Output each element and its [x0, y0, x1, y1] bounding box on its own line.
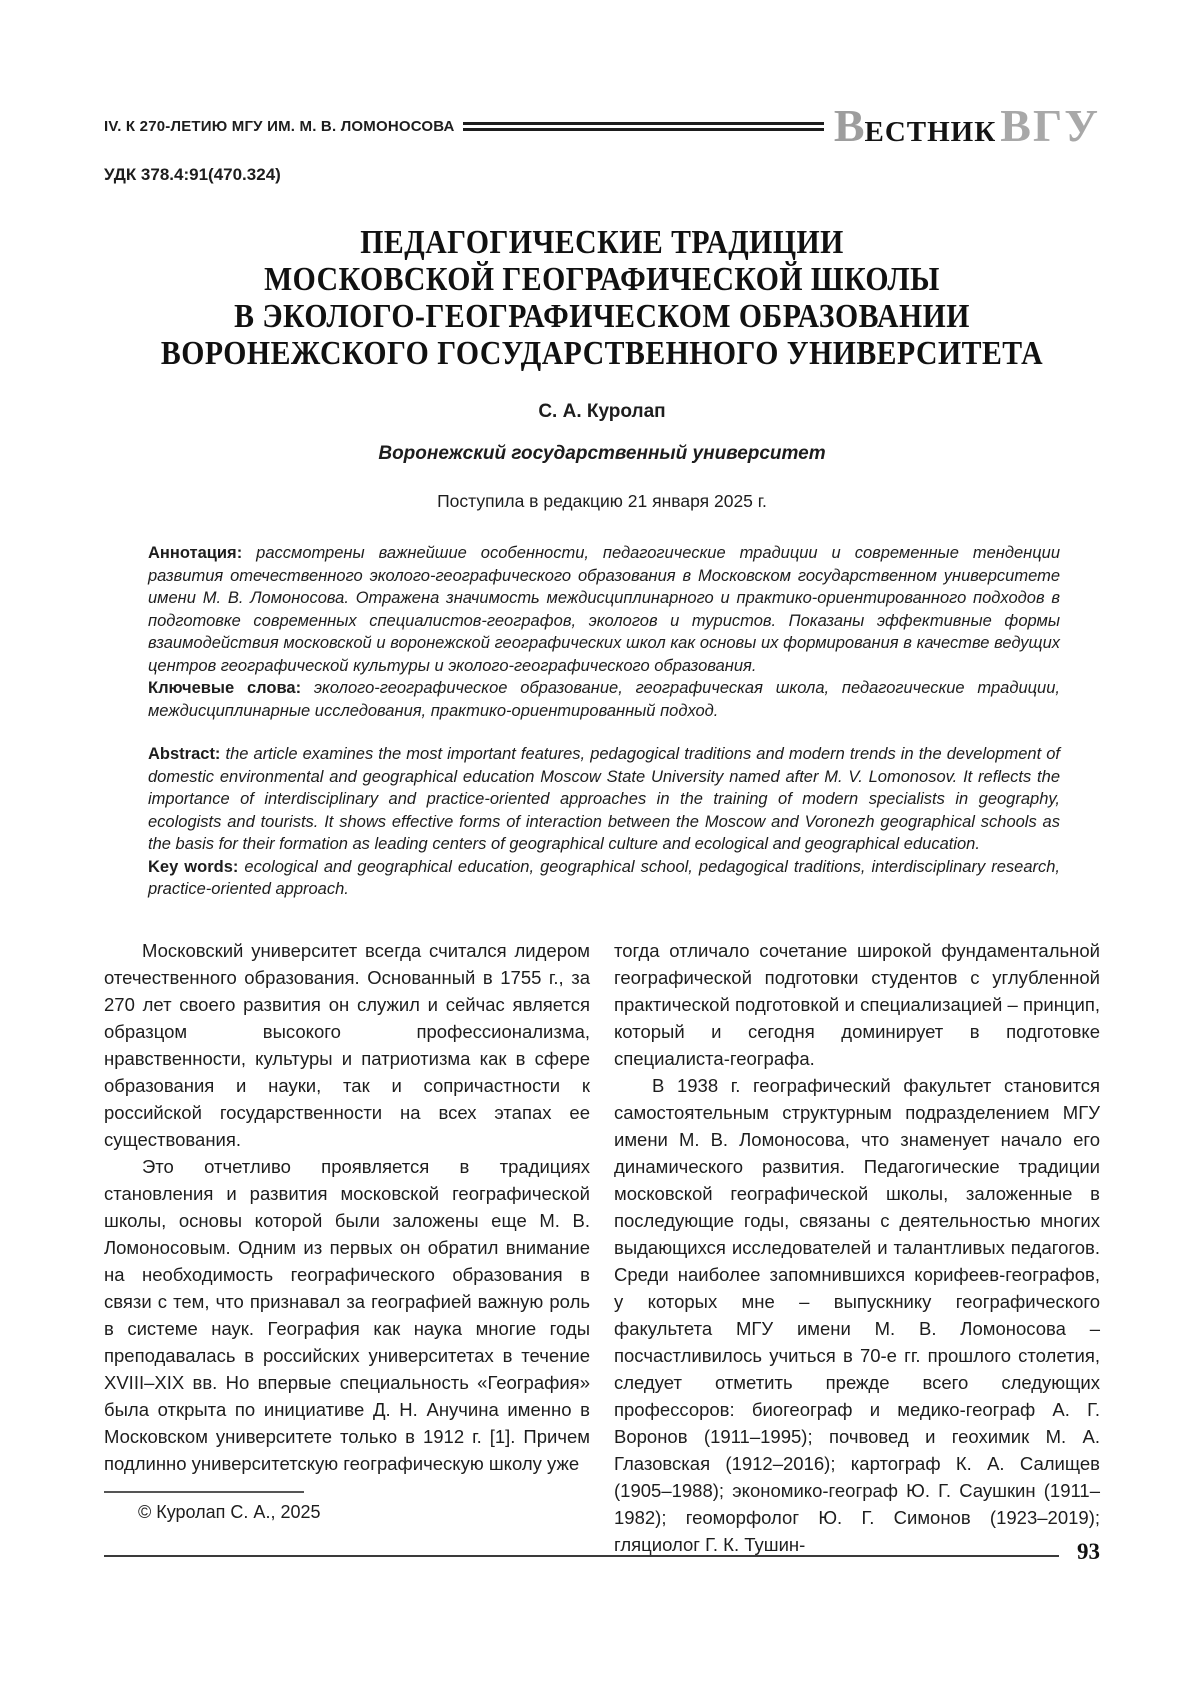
running-head — [104, 100, 1100, 151]
abstract-paragraph — [148, 743, 1060, 856]
footnote-rule — [104, 1491, 304, 1493]
spacer — [148, 722, 1060, 743]
body-paragraph: Московский университет всегда считался лидером отечественного образования. Основанный в 1755 г., за 270 лет своего развития он служил и сейчас является образцом высокого профессионализма, нравственности, культуры и патриотизма как в сфере образования и науки, так и сопричастности к российской государственности на всех этапах ее существования. — [104, 939, 590, 1150]
left-column — [104, 937, 590, 1558]
page-footer — [104, 1539, 1100, 1569]
body-columns — [104, 937, 1100, 1558]
received-date: Поступила в редакцию 21 января 2025 г. — [437, 491, 767, 511]
logo-initial: В — [833, 100, 865, 151]
abstract-label: Abstract: — [148, 745, 221, 763]
abstract-block — [148, 542, 1060, 901]
keywords-ru-text: эколого-географическое образование, географическая школа, педагогические традиции, междисциплинарные исследования, практико-ориентированный подход. — [148, 679, 1060, 720]
keywords-en-label: Key words: — [148, 857, 239, 876]
body-paragraph: тогда отличало сочетание широкой фундаментальной географической подготовки студентов с углубленной практической подготовкой и специализацией – принцип, который и сегодня доминирует в подготовке специалиста-географа. — [614, 939, 1100, 1069]
journal-logo — [833, 100, 1100, 151]
title-line: В ЭКОЛОГО-ГЕОГРАФИЧЕСКОМ ОБРАЗОВАНИИ — [234, 296, 970, 335]
annotation-label: Аннотация: — [148, 544, 243, 562]
section-label: IV. К 270-ЛЕТИЮ МГУ ИМ. М. В. ЛОМОНОСОВА — [104, 117, 455, 135]
right-column — [614, 937, 1100, 1558]
author-name: С. А. Куролап — [538, 401, 666, 422]
title-line: МОСКОВСКОЙ ГЕОГРАФИЧЕСКОЙ ШКОЛЫ — [264, 259, 940, 298]
logo-vgu: ВГУ — [1000, 100, 1100, 151]
udc-code: УДК 378.4:91(470.324) — [104, 165, 281, 184]
keywords-ru-label: Ключевые слова: — [148, 679, 302, 697]
footer-rule — [104, 1555, 1059, 1557]
keywords-en-paragraph — [148, 856, 1060, 901]
annotation-paragraph — [148, 542, 1060, 677]
page-number: 93 — [1077, 1539, 1100, 1564]
article-title — [104, 223, 1100, 371]
title-line: ВОРОНЕЖСКОГО ГОСУДАРСТВЕННОГО УНИВЕРСИТЕТА — [160, 333, 1044, 372]
abstract-text: the article examines the most important features, pedagogical traditions and modern trends in the development of domestic environmental and geographical education Moscow State University named after M. V. Lomonosov. It reflects the importance of interdisciplinary and practice-oriented approaches in the training of modern specialists in geography, ecologists and tourists. It shows effective forms of interaction between the Moscow and Voronezh geographical schools as the basis for their formation as leading centers of geographical culture and ecological and geographical education. — [148, 745, 1060, 853]
keywords-en-text: ecological and geographical education, geographical school, pedagogical traditions, interdisciplinary research, practice-oriented approach. — [148, 857, 1060, 898]
keywords-ru-paragraph — [148, 677, 1060, 722]
logo-word: ЕСТНИК — [864, 116, 997, 148]
body-paragraph: Это отчетливо проявляется в традициях становления и развития московской географической школы, основы которой были заложены еще М. В. Ломоносовым. Одним из первых он обратил внимание на необходимость географического образования в связи с тем, что признавал за географией важную роль в системе наук. География как наука многие годы преподавалась в российских университетах в течение XVIII–XIX вв. Но впервые специальность «География» была открыта по инициативе Д. Н. Анучина именно в Московском университете только в 1912 г. [1]. Причем подлинно университетскую географическую школу уже — [104, 1155, 590, 1474]
copyright-footnote — [104, 1491, 590, 1526]
copyright-text: © Куролап С. А., 2025 — [138, 1501, 321, 1522]
body-paragraph: В 1938 г. географический факультет становится самостоятельным структурным подразделением МГУ имени М. В. Ломоносова, что знаменует начало его динамического развития. Педагогические традиции московской географической школы, заложенные в последующие годы, связаны с деятельностью многих выдающихся исследователей и талантливых педагогов. Среди наиболее запомнившихся корифеев-географов, у которых мне – выпускнику географического факультета МГУ имени М. В. Ломоносова – посчастливилось учиться в 70-е гг. прошлого столетия, следует отметить прежде всего следующих профессоров: биогеограф и медико-географ А. Г. Воронов (1911–1995); почвовед и геохимик М. А. Глазовская (1912–2016); картограф К. А. Салищев (1905–1988); экономико-географ Ю. Г. Саушкин (1911–1982); геоморфолог Ю. Г. Симонов (1923–2019); гляциолог Г. К. Тушин- — [614, 1074, 1100, 1555]
title-line: ПЕДАГОГИЧЕСКИЕ ТРАДИЦИИ — [360, 222, 844, 261]
affiliation: Воронежский государственный университет — [378, 443, 826, 464]
annotation-text: рассмотрены важнейшие особенности, педагогические традиции и современные тенденции развития отечественного эколого-географического образования в Московском государственном университете имени М. В. Ломоносова. Отражена значимость междисциплинарного и практико-ориентированного подходов в подготовке современных специалистов-географов, экологов и туристов. Показаны эффективные формы взаимодействия московской и воронежской географических школ как основы их формирования в качестве ведущих центров географической культуры и эколого-географического образования. — [148, 544, 1060, 675]
header-double-rule — [463, 122, 824, 131]
